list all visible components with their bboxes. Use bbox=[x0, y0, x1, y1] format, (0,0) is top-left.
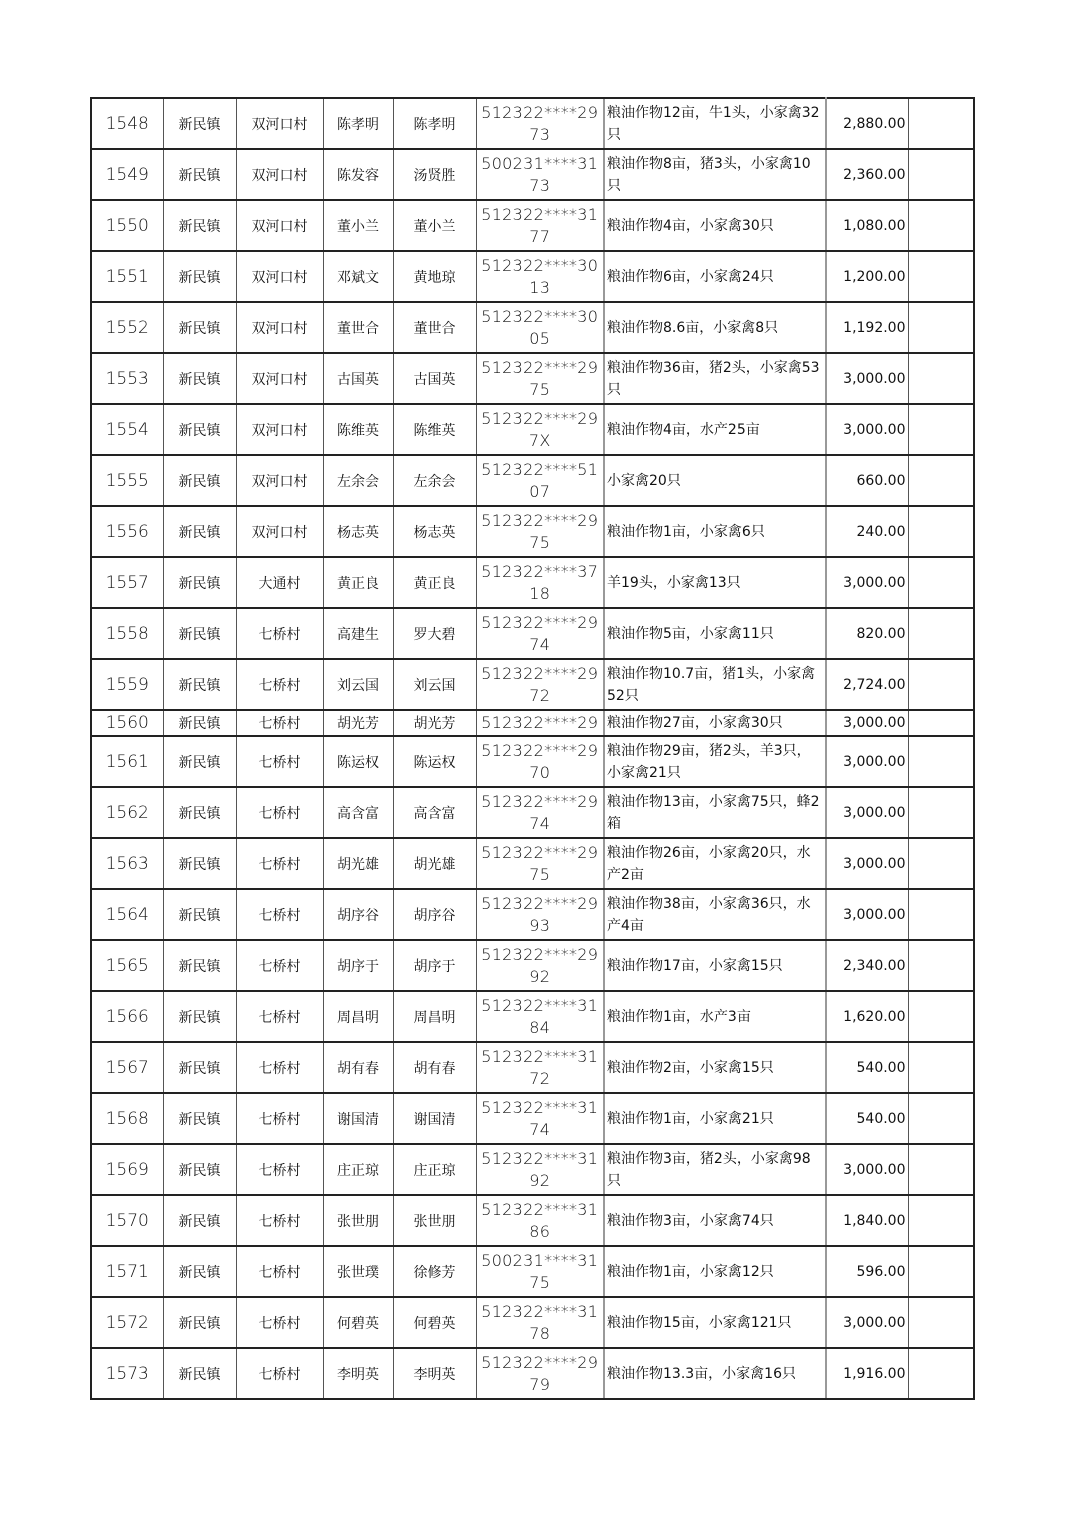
row-number-cell: 1550 bbox=[91, 200, 163, 251]
row-number-cell: 1565 bbox=[91, 940, 163, 991]
production-description-cell: 粮油作物27亩，小家禽30只 bbox=[604, 710, 826, 736]
id-number-cell: 512322****3174 bbox=[476, 1093, 604, 1144]
blank-cell bbox=[908, 251, 974, 302]
blank-cell bbox=[908, 889, 974, 940]
recipient-name-cell: 刘云国 bbox=[393, 659, 476, 710]
amount-cell: 820.00 bbox=[826, 608, 908, 659]
village-cell: 七桥村 bbox=[236, 659, 323, 710]
row-number-cell: 1562 bbox=[91, 787, 163, 838]
householder-name-cell: 胡序于 bbox=[323, 940, 393, 991]
recipient-name-cell: 陈孝明 bbox=[393, 98, 476, 149]
recipient-name-cell: 汤贤胜 bbox=[393, 149, 476, 200]
production-description-cell: 粮油作物3亩，小家禽74只 bbox=[604, 1195, 826, 1246]
householder-name-cell: 杨志英 bbox=[323, 506, 393, 557]
amount-cell: 3,000.00 bbox=[826, 787, 908, 838]
row-number-cell: 1549 bbox=[91, 149, 163, 200]
production-description-cell: 粮油作物13.3亩，小家禽16只 bbox=[604, 1348, 826, 1399]
amount-cell: 3,000.00 bbox=[826, 710, 908, 736]
blank-cell bbox=[908, 940, 974, 991]
amount-cell: 1,620.00 bbox=[826, 991, 908, 1042]
production-description-cell: 粮油作物3亩，猪2头，小家禽98只 bbox=[604, 1144, 826, 1195]
amount-cell: 3,000.00 bbox=[826, 353, 908, 404]
row-number-cell: 1553 bbox=[91, 353, 163, 404]
town-cell: 新民镇 bbox=[163, 1297, 236, 1348]
row-number-cell: 1551 bbox=[91, 251, 163, 302]
amount-cell: 660.00 bbox=[826, 455, 908, 506]
production-description-cell: 粮油作物29亩，猪2头，羊3只，小家禽21只 bbox=[604, 736, 826, 787]
village-cell: 七桥村 bbox=[236, 1144, 323, 1195]
table-row bbox=[91, 302, 974, 353]
amount-cell: 3,000.00 bbox=[826, 838, 908, 889]
recipient-name-cell: 何碧英 bbox=[393, 1297, 476, 1348]
town-cell: 新民镇 bbox=[163, 1246, 236, 1297]
row-number-cell: 1573 bbox=[91, 1348, 163, 1399]
row-number-cell: 1556 bbox=[91, 506, 163, 557]
village-cell: 双河口村 bbox=[236, 506, 323, 557]
householder-name-cell: 古国英 bbox=[323, 353, 393, 404]
town-cell: 新民镇 bbox=[163, 353, 236, 404]
amount-cell: 3,000.00 bbox=[826, 1297, 908, 1348]
table-row bbox=[91, 149, 974, 200]
production-description-cell: 粮油作物10.7亩，猪1头，小家禽52只 bbox=[604, 659, 826, 710]
recipient-name-cell: 胡序于 bbox=[393, 940, 476, 991]
householder-name-cell: 李明英 bbox=[323, 1348, 393, 1399]
production-description-cell: 粮油作物1亩，小家禽6只 bbox=[604, 506, 826, 557]
recipient-name-cell: 李明英 bbox=[393, 1348, 476, 1399]
householder-name-cell: 陈孝明 bbox=[323, 98, 393, 149]
row-number-cell: 1559 bbox=[91, 659, 163, 710]
production-description-cell: 粮油作物4亩，水产25亩 bbox=[604, 404, 826, 455]
blank-cell bbox=[908, 404, 974, 455]
blank-cell bbox=[908, 736, 974, 787]
row-number-cell: 1566 bbox=[91, 991, 163, 1042]
householder-name-cell: 黄正良 bbox=[323, 557, 393, 608]
town-cell: 新民镇 bbox=[163, 1144, 236, 1195]
village-cell: 双河口村 bbox=[236, 98, 323, 149]
id-number-cell: 512322****3192 bbox=[476, 1144, 604, 1195]
id-number-cell: 512322****2993 bbox=[476, 889, 604, 940]
id-number-cell: 512322****2975 bbox=[476, 353, 604, 404]
householder-name-cell: 胡光芳 bbox=[323, 710, 393, 736]
amount-cell: 1,192.00 bbox=[826, 302, 908, 353]
blank-cell bbox=[908, 353, 974, 404]
town-cell: 新民镇 bbox=[163, 404, 236, 455]
village-cell: 七桥村 bbox=[236, 1093, 323, 1144]
recipient-name-cell: 谢国清 bbox=[393, 1093, 476, 1144]
id-number-cell: 512322****3178 bbox=[476, 1297, 604, 1348]
householder-name-cell: 左余会 bbox=[323, 455, 393, 506]
row-number-cell: 1567 bbox=[91, 1042, 163, 1093]
blank-cell bbox=[908, 608, 974, 659]
town-cell: 新民镇 bbox=[163, 838, 236, 889]
production-description-cell: 粮油作物1亩，小家禽12只 bbox=[604, 1246, 826, 1297]
amount-cell: 240.00 bbox=[826, 506, 908, 557]
table-row bbox=[91, 889, 974, 940]
amount-cell: 2,724.00 bbox=[826, 659, 908, 710]
table-row bbox=[91, 251, 974, 302]
householder-name-cell: 庄正琼 bbox=[323, 1144, 393, 1195]
recipient-name-cell: 黄地琼 bbox=[393, 251, 476, 302]
row-number-cell: 1568 bbox=[91, 1093, 163, 1144]
town-cell: 新民镇 bbox=[163, 1093, 236, 1144]
amount-cell: 1,916.00 bbox=[826, 1348, 908, 1399]
row-number-cell: 1548 bbox=[91, 98, 163, 149]
production-description-cell: 羊19头，小家禽13只 bbox=[604, 557, 826, 608]
row-number-cell: 1569 bbox=[91, 1144, 163, 1195]
householder-name-cell: 谢国清 bbox=[323, 1093, 393, 1144]
production-description-cell: 粮油作物5亩，小家禽11只 bbox=[604, 608, 826, 659]
table-row bbox=[91, 557, 974, 608]
blank-cell bbox=[908, 710, 974, 736]
row-number-cell: 1557 bbox=[91, 557, 163, 608]
id-number-cell: 512322****3186 bbox=[476, 1195, 604, 1246]
id-number-cell: 512322****3005 bbox=[476, 302, 604, 353]
row-number-cell: 1560 bbox=[91, 710, 163, 736]
amount-cell: 2,340.00 bbox=[826, 940, 908, 991]
id-number-cell: 512322****2975 bbox=[476, 838, 604, 889]
householder-name-cell: 陈发容 bbox=[323, 149, 393, 200]
id-number-cell: 512322****3177 bbox=[476, 200, 604, 251]
table-row bbox=[91, 506, 974, 557]
town-cell: 新民镇 bbox=[163, 787, 236, 838]
table-row bbox=[91, 1195, 974, 1246]
town-cell: 新民镇 bbox=[163, 557, 236, 608]
table-row bbox=[91, 455, 974, 506]
table-row bbox=[91, 353, 974, 404]
production-description-cell: 粮油作物1亩，水产3亩 bbox=[604, 991, 826, 1042]
recipient-name-cell: 高含富 bbox=[393, 787, 476, 838]
village-cell: 七桥村 bbox=[236, 736, 323, 787]
table-row bbox=[91, 991, 974, 1042]
table-row bbox=[91, 659, 974, 710]
householder-name-cell: 胡光雄 bbox=[323, 838, 393, 889]
village-cell: 双河口村 bbox=[236, 404, 323, 455]
id-number-cell: 512322****3718 bbox=[476, 557, 604, 608]
village-cell: 七桥村 bbox=[236, 1246, 323, 1297]
town-cell: 新民镇 bbox=[163, 940, 236, 991]
householder-name-cell: 陈维英 bbox=[323, 404, 393, 455]
town-cell: 新民镇 bbox=[163, 302, 236, 353]
town-cell: 新民镇 bbox=[163, 710, 236, 736]
householder-name-cell: 刘云国 bbox=[323, 659, 393, 710]
table-row bbox=[91, 1042, 974, 1093]
town-cell: 新民镇 bbox=[163, 251, 236, 302]
householder-name-cell: 高建生 bbox=[323, 608, 393, 659]
town-cell: 新民镇 bbox=[163, 889, 236, 940]
production-description-cell: 粮油作物13亩，小家禽75只，蜂2箱 bbox=[604, 787, 826, 838]
production-description-cell: 粮油作物8.6亩，小家禽8只 bbox=[604, 302, 826, 353]
recipient-name-cell: 徐修芳 bbox=[393, 1246, 476, 1297]
householder-name-cell: 邓斌文 bbox=[323, 251, 393, 302]
blank-cell bbox=[908, 506, 974, 557]
town-cell: 新民镇 bbox=[163, 608, 236, 659]
village-cell: 双河口村 bbox=[236, 200, 323, 251]
recipient-name-cell: 胡序谷 bbox=[393, 889, 476, 940]
village-cell: 七桥村 bbox=[236, 1042, 323, 1093]
blank-cell bbox=[908, 1246, 974, 1297]
row-number-cell: 1570 bbox=[91, 1195, 163, 1246]
amount-cell: 2,880.00 bbox=[826, 98, 908, 149]
recipient-name-cell: 左余会 bbox=[393, 455, 476, 506]
town-cell: 新民镇 bbox=[163, 455, 236, 506]
table-row bbox=[91, 1093, 974, 1144]
recipient-name-cell: 古国英 bbox=[393, 353, 476, 404]
village-cell: 七桥村 bbox=[236, 1348, 323, 1399]
amount-cell: 540.00 bbox=[826, 1093, 908, 1144]
subsidy-table bbox=[90, 97, 975, 1400]
blank-cell bbox=[908, 1195, 974, 1246]
village-cell: 七桥村 bbox=[236, 608, 323, 659]
village-cell: 双河口村 bbox=[236, 455, 323, 506]
blank-cell bbox=[908, 1297, 974, 1348]
householder-name-cell: 胡序谷 bbox=[323, 889, 393, 940]
village-cell: 七桥村 bbox=[236, 1297, 323, 1348]
householder-name-cell: 董小兰 bbox=[323, 200, 393, 251]
blank-cell bbox=[908, 98, 974, 149]
table-row bbox=[91, 404, 974, 455]
id-number-cell: 500231****3173 bbox=[476, 149, 604, 200]
table-row bbox=[91, 1297, 974, 1348]
production-description-cell: 粮油作物26亩，小家禽20只，水产2亩 bbox=[604, 838, 826, 889]
row-number-cell: 1571 bbox=[91, 1246, 163, 1297]
town-cell: 新民镇 bbox=[163, 1348, 236, 1399]
town-cell: 新民镇 bbox=[163, 659, 236, 710]
amount-cell: 1,080.00 bbox=[826, 200, 908, 251]
householder-name-cell: 何碧英 bbox=[323, 1297, 393, 1348]
recipient-name-cell: 罗大碧 bbox=[393, 608, 476, 659]
village-cell: 双河口村 bbox=[236, 302, 323, 353]
blank-cell bbox=[908, 557, 974, 608]
row-number-cell: 1561 bbox=[91, 736, 163, 787]
householder-name-cell: 胡有春 bbox=[323, 1042, 393, 1093]
production-description-cell: 粮油作物15亩，小家禽121只 bbox=[604, 1297, 826, 1348]
id-number-cell: 512322****2975 bbox=[476, 506, 604, 557]
id-number-cell: 512322****2970 bbox=[476, 736, 604, 787]
blank-cell bbox=[908, 455, 974, 506]
id-number-cell: 512322****5107 bbox=[476, 455, 604, 506]
village-cell: 七桥村 bbox=[236, 940, 323, 991]
householder-name-cell: 高含富 bbox=[323, 787, 393, 838]
table-row bbox=[91, 710, 974, 736]
production-description-cell: 粮油作物6亩，小家禽24只 bbox=[604, 251, 826, 302]
table-row bbox=[91, 200, 974, 251]
id-number-cell: 500231****3175 bbox=[476, 1246, 604, 1297]
production-description-cell: 粮油作物2亩，小家禽15只 bbox=[604, 1042, 826, 1093]
recipient-name-cell: 陈运权 bbox=[393, 736, 476, 787]
amount-cell: 3,000.00 bbox=[826, 736, 908, 787]
row-number-cell: 1572 bbox=[91, 1297, 163, 1348]
recipient-name-cell: 周昌明 bbox=[393, 991, 476, 1042]
blank-cell bbox=[908, 1042, 974, 1093]
householder-name-cell: 张世朋 bbox=[323, 1195, 393, 1246]
town-cell: 新民镇 bbox=[163, 200, 236, 251]
town-cell: 新民镇 bbox=[163, 1042, 236, 1093]
recipient-name-cell: 胡有春 bbox=[393, 1042, 476, 1093]
row-number-cell: 1552 bbox=[91, 302, 163, 353]
id-number-cell: 512322****29 bbox=[476, 710, 604, 736]
village-cell: 七桥村 bbox=[236, 991, 323, 1042]
row-number-cell: 1555 bbox=[91, 455, 163, 506]
production-description-cell: 粮油作物17亩，小家禽15只 bbox=[604, 940, 826, 991]
recipient-name-cell: 陈维英 bbox=[393, 404, 476, 455]
recipient-name-cell: 张世朋 bbox=[393, 1195, 476, 1246]
blank-cell bbox=[908, 1348, 974, 1399]
householder-name-cell: 周昌明 bbox=[323, 991, 393, 1042]
blank-cell bbox=[908, 787, 974, 838]
production-description-cell: 粮油作物1亩，小家禽21只 bbox=[604, 1093, 826, 1144]
town-cell: 新民镇 bbox=[163, 149, 236, 200]
amount-cell: 1,200.00 bbox=[826, 251, 908, 302]
village-cell: 七桥村 bbox=[236, 889, 323, 940]
production-description-cell: 粮油作物38亩，小家禽36只，水产4亩 bbox=[604, 889, 826, 940]
householder-name-cell: 陈运权 bbox=[323, 736, 393, 787]
id-number-cell: 512322****2973 bbox=[476, 98, 604, 149]
table-row bbox=[91, 1246, 974, 1297]
town-cell: 新民镇 bbox=[163, 98, 236, 149]
amount-cell: 596.00 bbox=[826, 1246, 908, 1297]
row-number-cell: 1558 bbox=[91, 608, 163, 659]
table-row bbox=[91, 736, 974, 787]
blank-cell bbox=[908, 302, 974, 353]
blank-cell bbox=[908, 200, 974, 251]
recipient-name-cell: 胡光雄 bbox=[393, 838, 476, 889]
recipient-name-cell: 杨志英 bbox=[393, 506, 476, 557]
table-row bbox=[91, 608, 974, 659]
table-row bbox=[91, 1348, 974, 1399]
id-number-cell: 512322****2974 bbox=[476, 608, 604, 659]
table-row bbox=[91, 787, 974, 838]
blank-cell bbox=[908, 1093, 974, 1144]
id-number-cell: 512322****3172 bbox=[476, 1042, 604, 1093]
row-number-cell: 1554 bbox=[91, 404, 163, 455]
village-cell: 双河口村 bbox=[236, 353, 323, 404]
id-number-cell: 512322****2972 bbox=[476, 659, 604, 710]
amount-cell: 3,000.00 bbox=[826, 404, 908, 455]
town-cell: 新民镇 bbox=[163, 991, 236, 1042]
id-number-cell: 512322****2974 bbox=[476, 787, 604, 838]
householder-name-cell: 张世璞 bbox=[323, 1246, 393, 1297]
blank-cell bbox=[908, 149, 974, 200]
amount-cell: 3,000.00 bbox=[826, 1144, 908, 1195]
blank-cell bbox=[908, 1144, 974, 1195]
village-cell: 七桥村 bbox=[236, 838, 323, 889]
id-number-cell: 512322****3184 bbox=[476, 991, 604, 1042]
village-cell: 大通村 bbox=[236, 557, 323, 608]
recipient-name-cell: 黄正良 bbox=[393, 557, 476, 608]
village-cell: 七桥村 bbox=[236, 1195, 323, 1246]
blank-cell bbox=[908, 659, 974, 710]
blank-cell bbox=[908, 991, 974, 1042]
village-cell: 双河口村 bbox=[236, 149, 323, 200]
householder-name-cell: 董世合 bbox=[323, 302, 393, 353]
town-cell: 新民镇 bbox=[163, 506, 236, 557]
blank-cell bbox=[908, 838, 974, 889]
recipient-name-cell: 董小兰 bbox=[393, 200, 476, 251]
recipient-name-cell: 胡光芳 bbox=[393, 710, 476, 736]
village-cell: 双河口村 bbox=[236, 251, 323, 302]
village-cell: 七桥村 bbox=[236, 787, 323, 838]
recipient-name-cell: 董世合 bbox=[393, 302, 476, 353]
amount-cell: 3,000.00 bbox=[826, 557, 908, 608]
table-row bbox=[91, 940, 974, 991]
row-number-cell: 1564 bbox=[91, 889, 163, 940]
recipient-name-cell: 庄正琼 bbox=[393, 1144, 476, 1195]
production-description-cell: 小家禽20只 bbox=[604, 455, 826, 506]
amount-cell: 540.00 bbox=[826, 1042, 908, 1093]
production-description-cell: 粮油作物8亩，猪3头，小家禽10只 bbox=[604, 149, 826, 200]
amount-cell: 2,360.00 bbox=[826, 149, 908, 200]
id-number-cell: 512322****2979 bbox=[476, 1348, 604, 1399]
production-description-cell: 粮油作物36亩，猪2头，小家禽53只 bbox=[604, 353, 826, 404]
table-row bbox=[91, 838, 974, 889]
id-number-cell: 512322****297X bbox=[476, 404, 604, 455]
town-cell: 新民镇 bbox=[163, 736, 236, 787]
town-cell: 新民镇 bbox=[163, 1195, 236, 1246]
row-number-cell: 1563 bbox=[91, 838, 163, 889]
id-number-cell: 512322****3013 bbox=[476, 251, 604, 302]
production-description-cell: 粮油作物12亩，牛1头，小家禽32只 bbox=[604, 98, 826, 149]
amount-cell: 3,000.00 bbox=[826, 889, 908, 940]
table-row bbox=[91, 98, 974, 149]
amount-cell: 1,840.00 bbox=[826, 1195, 908, 1246]
id-number-cell: 512322****2992 bbox=[476, 940, 604, 991]
table-row bbox=[91, 1144, 974, 1195]
production-description-cell: 粮油作物4亩，小家禽30只 bbox=[604, 200, 826, 251]
village-cell: 七桥村 bbox=[236, 710, 323, 736]
